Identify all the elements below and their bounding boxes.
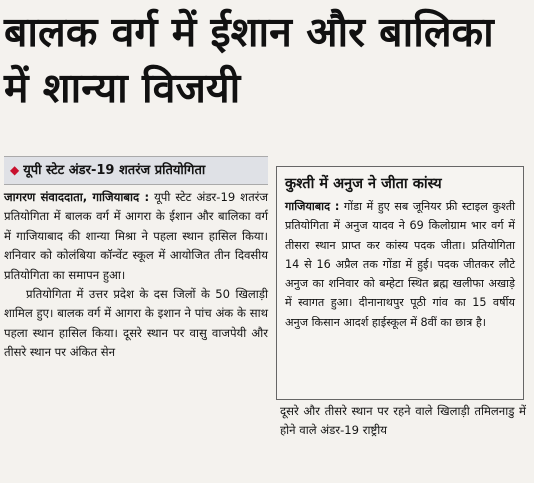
box-title: कुश्ती में अनुज ने जीता कांस्य xyxy=(285,176,442,192)
box-dateline: गाजियाबाद : xyxy=(285,200,340,213)
story-kicker xyxy=(4,156,268,185)
main-story xyxy=(4,156,268,363)
box-body-text: गोंडा में हुए सब जूनियर फ्री स्टाइल कुश्ती प्रतियोगिता में अनुज यादव ने 69 किलोग्राम भार वर्ग में तीसरा स्थान प्राप्त कर कांस्य पदक जीता। प्रतियोगिता 14 से 16 अप्रैल तक गोंडा में हुई। पदक जीतकर लौटे अनुज का शनिवार को बम्हेटा स्थित ब्रह्म खलीफा अखाड़े में स्वागत हुआ। दीनानाथपुर पूठी गांव का 15 वर्षीय अनुज किसान आदर्श हाईस्कूल में 8वीं का छात्र है। xyxy=(285,200,515,329)
wrestling-news-box xyxy=(276,166,524,400)
story-paragraph-1 xyxy=(4,188,268,285)
diamond-bullet-icon: ◆ xyxy=(10,163,20,177)
box-body xyxy=(285,197,515,332)
story-paragraph-1-text: यूपी स्टेट अंडर-19 शतरंज प्रतियोगिता में बालक वर्ग में आगरा के ईशान और बालिका वर्ग में गाजियाबाद की शान्या मिश्रा ने पहला स्थान हासिल किया। शनिवार को कोलंबिया कॉन्वेंट स्कूल में आयोजित तीन दिवसीय प्रतियोगिता का समापन हुआ। xyxy=(4,190,269,282)
story-paragraph-2: प्रतियोगिता में उत्तर प्रदेश के दस जिलों के 50 खिलाड़ी शामिल हुए। बालक वर्ग में आगरा के इशान ने पांच अंक के साथ पहला स्थान हासिल किया। दूसरे स्थान पर वासु वाजपेयी और तीसरे स्थान पर अंकित सेन xyxy=(4,287,268,360)
headline: बालक वर्ग में ईशान और बालिका में शान्या विजयी xyxy=(4,8,494,112)
story-dateline: जागरण संवाददाता, गाजियाबाद : xyxy=(4,190,150,204)
kicker-label: यूपी स्टेट अंडर-19 शतरंज प्रतियोगिता xyxy=(23,163,206,178)
story-continuation: दूसरे और तीसरे स्थान पर रहने वाले खिलाड़ी तमिलनाडु में होने वाले अंडर-19 राष्ट्रीय xyxy=(280,404,526,438)
